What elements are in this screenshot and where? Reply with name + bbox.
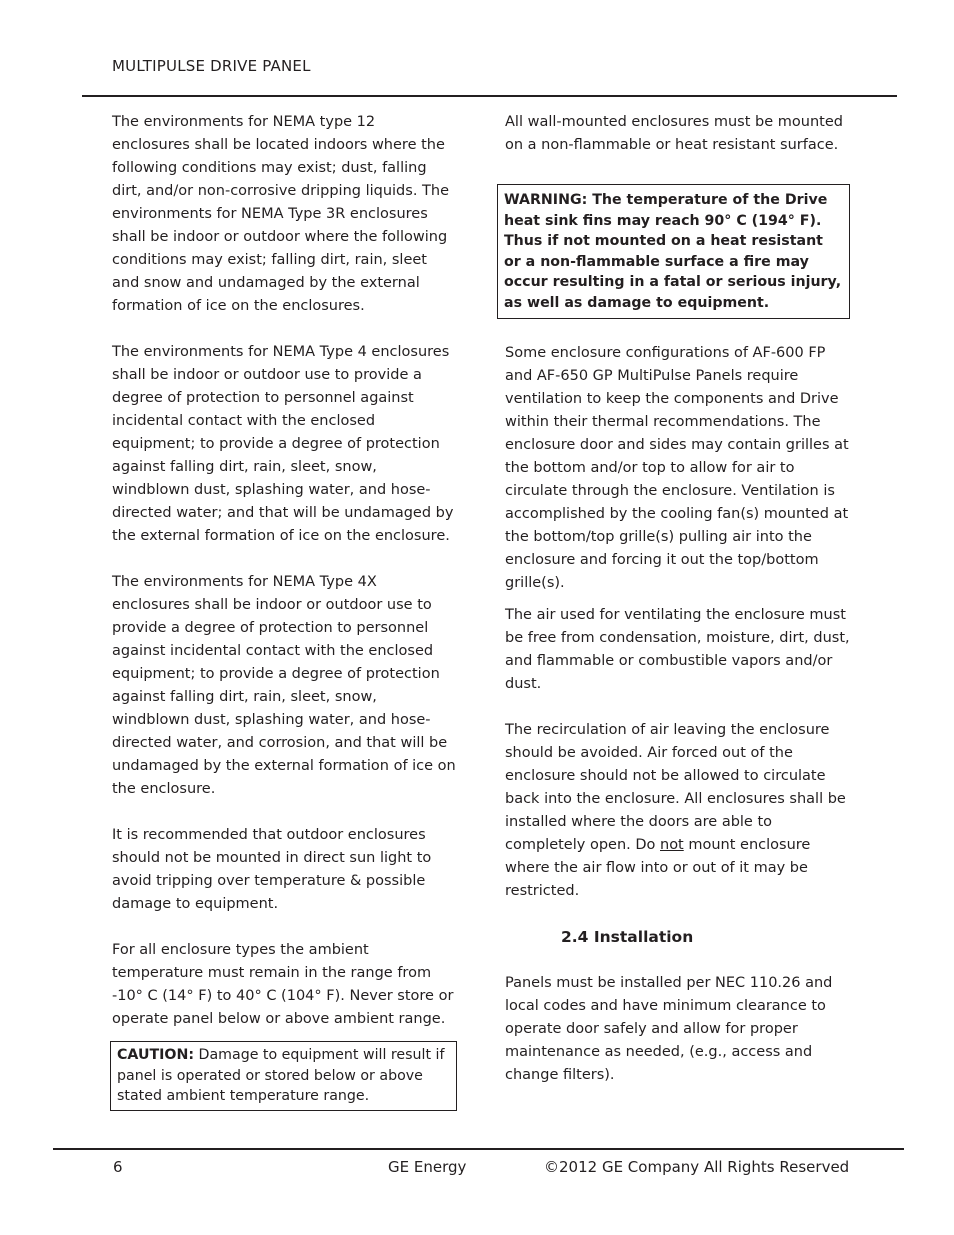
installation-paragraph: Panels must be installed per NEC 110.26 and local codes and have minimum clearance to operate door safely and allow for proper maintenance as needed, (e.g., access and change filters).	[505, 975, 833, 1083]
page-header-title: MULTIPULSE DRIVE PANEL	[112, 57, 311, 75]
footer-divider	[53, 1148, 904, 1150]
right-column	[505, 111, 850, 1087]
recirculation-text-b: mount enclosure where the air flow into or out of it may be restricted.	[505, 837, 811, 899]
caution-label: CAUTION:	[117, 1047, 195, 1063]
footer-company: GE Energy	[388, 1158, 467, 1176]
page-number: 6	[113, 1158, 123, 1176]
recirculation-paragraph	[505, 719, 850, 903]
ambient-temperature-paragraph: For all enclosure types the ambient temperature must remain in the range from -10° C (14° F) to 40° C (104° F). Never store or operate panel below or above ambient range.	[112, 942, 454, 1027]
nema-12-3r-paragraph: The environments for NEMA type 12 enclosures shall be located indoors where the following conditions may exist; dust, falling dirt, and/or non-corrosive dripping liquids. The environments for NEMA Type 3R enclosures shall be indoor or outdoor where the following conditions may exist; falling dirt, rain, sleet and snow and undamaged by the external formation of ice on the enclosures.	[112, 114, 450, 314]
nema-4-paragraph: The environments for NEMA Type 4 enclosures shall be indoor or outdoor use to provide a degree of protection to personnel against incidental contact with the enclosed equipment; to provide a degree of protection against falling dirt, rain, sleet, snow, windblown dust, splashing water, and hose-directed water; and that will be undamaged by the external formation of ice on the enclosure.	[112, 344, 454, 544]
warning-box: WARNING: The temperature of the Drive heat sink fins may reach 90° C (194° F). Thus if not mounted on a heat resistant or a non-flammable surface a fire may occur resulting in a fatal or serious injury, as well as damage to equipment.	[497, 184, 850, 319]
wall-mounted-paragraph: All wall-mounted enclosures must be mounted on a non-flammable or heat resistant surface.	[505, 114, 843, 153]
ventilation-air-paragraph: The air used for ventilating the enclosure must be free from condensation, moisture, dirt, dust, and flammable or combustible vapors and/or dust.	[505, 607, 850, 692]
ventilation-paragraph: Some enclosure configurations of AF-600 FP and AF-650 GP MultiPulse Panels require ventilation to keep the components and Drive within their thermal recommendations. The enclosure door and sides may contain grilles at the bottom and/or top to allow for air to circulate through the enclosure. Ventilation is accomplished by the cooling fan(s) mounted at the bottom/top grille(s) pulling air into the enclosure and forcing it out the top/bottom grille(s).	[505, 345, 849, 591]
caution-box	[110, 1041, 457, 1111]
nema-4x-paragraph: The environments for NEMA Type 4X enclosures shall be indoor or outdoor use to provide a degree of protection to personnel against incidental contact with the enclosed equipment; to provide a degree of protection against falling dirt, rain, sleet, snow, windblown dust, splashing water, and hose-directed water, and corrosion, and that will be undamaged by the external formation of ice on the enclosure.	[112, 574, 456, 797]
outdoor-sunlight-paragraph: It is recommended that outdoor enclosures should not be mounted in direct sun light to avoid tripping over temperature & possible damage to equipment.	[112, 827, 432, 912]
left-column	[112, 111, 457, 1111]
recirculation-text-a: The recirculation of air leaving the enclosure should be avoided. Air forced out of the enclosure should not be allowed to circulate back into the enclosure. All enclosures shall be installed where the doors are able to completely open. Do	[505, 722, 846, 853]
section-heading-installation: 2.4 Installation	[561, 928, 694, 946]
footer-copyright: ©2012 GE Company All Rights Reserved	[544, 1158, 850, 1176]
caution-text: Damage to equipment will result if panel is operated or stored below or above stated ambient temperature range.	[117, 1047, 445, 1104]
header-divider	[82, 95, 897, 97]
not-emphasis: not	[660, 837, 684, 853]
